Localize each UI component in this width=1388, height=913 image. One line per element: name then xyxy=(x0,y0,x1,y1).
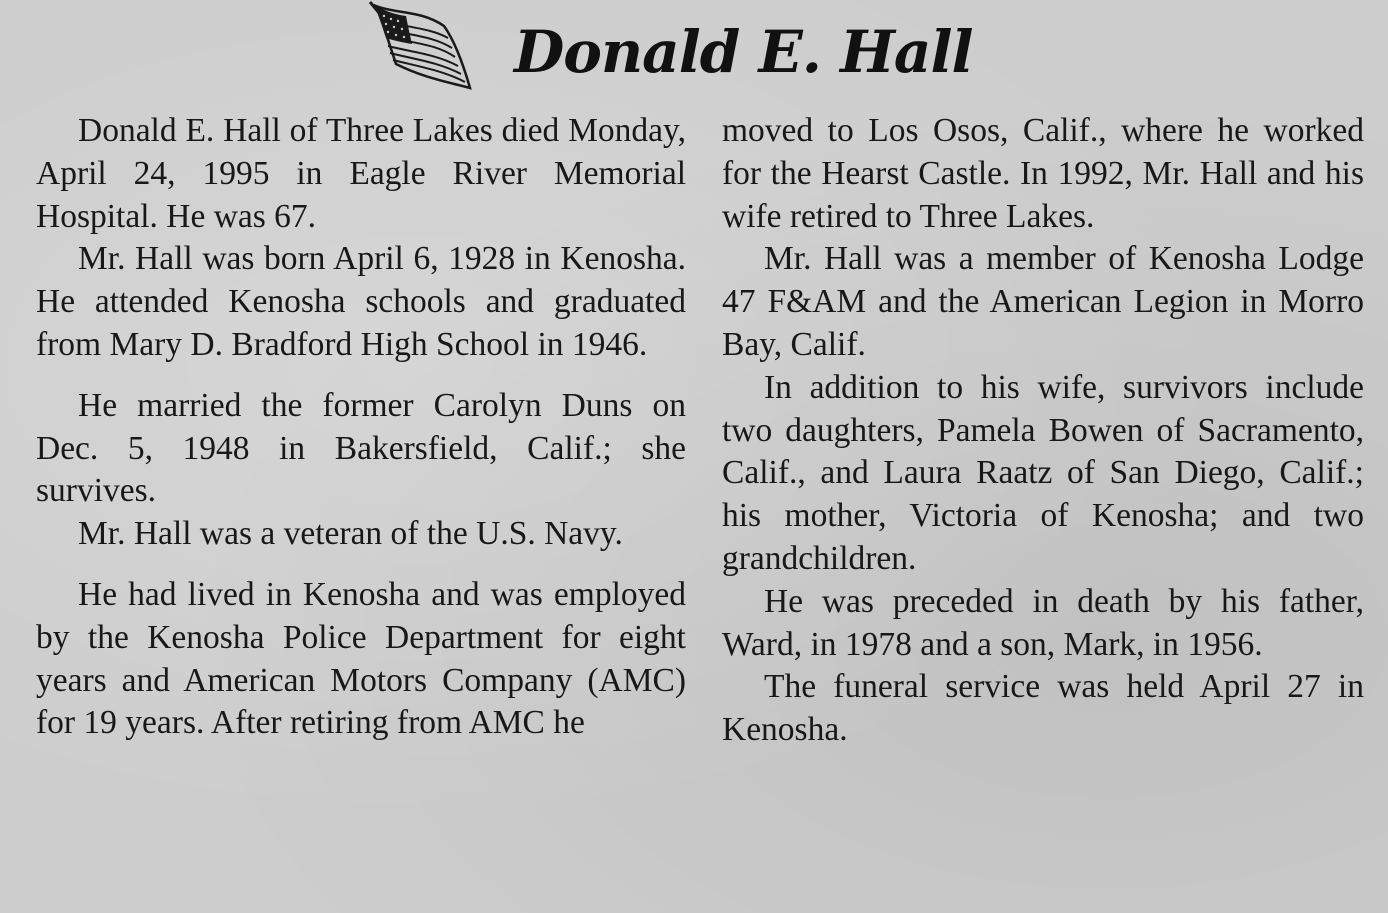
left-column xyxy=(36,110,686,745)
paragraph: Donald E. Hall of Three Lakes died Monday, April 24, 1995 in Eagle River Memorial Hospital. He was 67. xyxy=(36,112,686,235)
paragraph: He married the former Carolyn Duns on Dec. 5, 1948 in Bakersfield, Calif.; she survives. xyxy=(36,386,686,510)
american-flag-icon xyxy=(366,0,476,100)
paragraph: He was preceded in death by his father, Ward, in 1978 and a son, Mark, in 1956. xyxy=(722,582,1364,663)
paragraph: The funeral service was held April 27 in Kenosha. xyxy=(722,668,1364,749)
paragraph: He had lived in Kenosha and was employed by the Kenosha Police Department for eight years and American Motors Company (AMC) for 19 years. After retiring from AMC he xyxy=(36,575,686,742)
paragraph: Mr. Hall was born April 6, 1928 in Kenosha. He attended Kenosha schools and graduated from Mary D. Bradford High School in 1946. xyxy=(36,240,686,363)
paragraph: Mr. Hall was a veteran of the U.S. Navy. xyxy=(78,515,623,553)
right-column xyxy=(722,110,1364,752)
paragraph: Mr. Hall was a member of Kenosha Lodge 47 F&AM and the American Legion in Morro Bay, Calif. xyxy=(722,240,1364,363)
paragraph: moved to Los Osos, Calif., where he worked for the Hearst Castle. In 1992, Mr. Hall and his wife retired to Three Lakes. xyxy=(722,112,1364,235)
paragraph: In addition to his wife, survivors include two daughters, Pamela Bowen of Sacramento, Calif., and Laura Raatz of San Diego, Calif.; his mother, Victoria of Kenosha; and two grandchildren. xyxy=(722,368,1364,577)
headline: Donald E. Hall xyxy=(514,18,973,86)
